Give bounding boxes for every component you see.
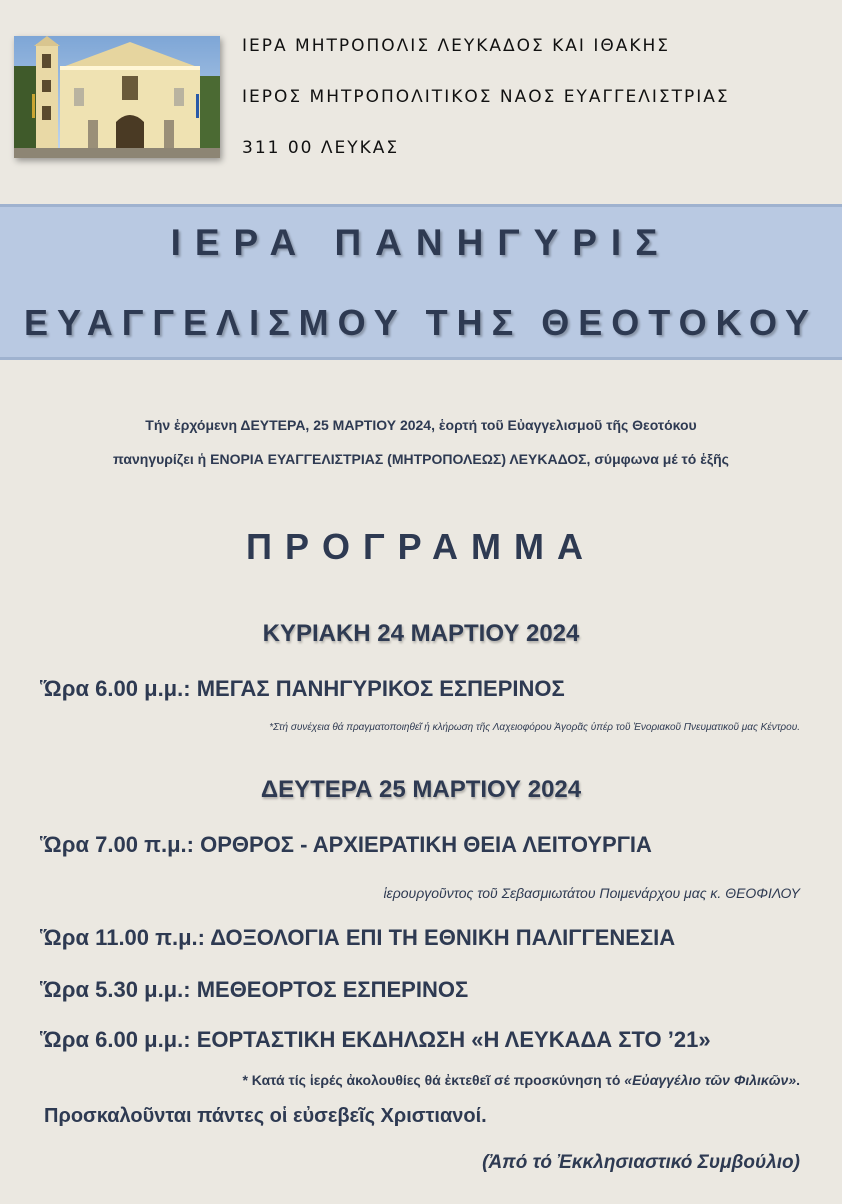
metropolis-name: ΙΕΡΑ ΜΗΤΡΟΠΟΛΙΣ ΛΕΥΚΑΔΟΣ ΚΑΙ ΙΘΑΚΗΣ: [242, 36, 671, 56]
invitation-text: Προσκαλοῦνται πάντες οἱ εὐσεβεῖς Χριστιανοί.: [44, 1105, 487, 1127]
day1-event-vespers: Ὥρα 6.00 μ.μ.: ΜΕΓΑΣ ΠΑΝΗΓΥΡΙΚΟΣ ΕΣΠΕΡΙΝΟΣ: [40, 676, 565, 701]
day2-event-celebration: Ὥρα 6.00 μ.μ.: ΕΟΡΤΑΣΤΙΚΗ ΕΚΔΗΛΩΣΗ «Η ΛΕΥΚΑΔΑ ΣΤΟ ’21»: [40, 1027, 711, 1052]
banner-title-line1: ΙΕΡΑ ΠΑΝΗΓΥΡΙΣ: [170, 222, 672, 263]
signature-text: (Ἀπό τό Ἐκκλησιαστικό Συμβούλιο): [482, 1152, 800, 1173]
gospel-note-suffix: .: [796, 1072, 800, 1088]
day2-event-doxology: Ὥρα 11.00 π.μ.: ΔΟΞΟΛΟΓΙΑ ΕΠΙ ΤΗ ΕΘΝΙΚΗ ΠΑΛΙΓΓΕΝΕΣΙΑ: [40, 925, 676, 950]
intro-line1: Τήν ἐρχόμενη ΔΕΥΤΕΡΑ, 25 ΜΑΡΤΙΟΥ 2024, ἑορτή τοῦ Εὐαγγελισμοῦ τῆς Θεοτόκου: [145, 417, 697, 433]
church-name: ΙΕΡΟΣ ΜΗΤΡΟΠΟΛΙΤΙΚΟΣ ΝΑΟΣ ΕΥΑΓΓΕΛΙΣΤΡΙΑΣ: [242, 87, 730, 107]
intro-line2: πανηγυρίζει ἡ ΕΝΟΡΙΑ ΕΥΑΓΓΕΛΙΣΤΡΙΑΣ (ΜΗΤΡΟΠΟΛΕΩΣ) ΛΕΥΚΑΔΟΣ, σύμφωνα μέ τό ἑξῆς: [113, 451, 729, 467]
day2-liturgy-note: ἱερουργοῦντος τοῦ Σεβασμιωτάτου Ποιμενάρχου μας κ. ΘΕΟΦΙΛΟΥ: [383, 885, 800, 901]
day2-event-vespers: Ὥρα 5.30 μ.μ.: ΜΕΘΕΟΡΤΟΣ ΕΣΠΕΡΙΝΟΣ: [40, 977, 469, 1002]
day1-heading: ΚΥΡΙΑΚΗ 24 ΜΑΡΤΙΟΥ 2024: [262, 620, 580, 647]
day1-lottery-note: *Στή συνέχεια θά πραγματοποιηθεῖ ἡ κλήρωση τῆς Λαχειοφόρου Ἀγορᾶς ὑπέρ τοῦ Ἐνοριακοῦ Πνευματικοῦ μας Κέντρου.: [269, 722, 800, 733]
church-photo: [14, 36, 220, 158]
gospel-note-prefix: * Κατά τίς ἱερές ἀκολουθίες θά ἐκτεθεῖ σέ προσκύνηση τό: [242, 1072, 625, 1088]
gospel-note-title: «Εὐαγγέλιο τῶν Φιλικῶν»: [624, 1072, 797, 1088]
day2-event-liturgy: Ὥρα 7.00 π.μ.: ΟΡΘΡΟΣ - ΑΡΧΙΕΡΑΤΙΚΗ ΘΕΙΑ ΛΕΙΤΟΥΡΓΙΑ: [40, 832, 652, 857]
gospel-display-note: [242, 1072, 800, 1088]
program-heading: ΠΡΟΓΡΑΜΜΑ: [246, 526, 596, 567]
postal-address: 311 00 ΛΕΥΚΑΣ: [242, 138, 400, 158]
day2-heading: ΔΕΥΤΕΡΑ 25 ΜΑΡΤΙΟΥ 2024: [260, 776, 582, 803]
banner-title-line2: ΕΥΑΓΓΕΛΙΣΜΟΥ ΤΗΣ ΘΕΟΤΟΚΟΥ: [24, 302, 818, 343]
